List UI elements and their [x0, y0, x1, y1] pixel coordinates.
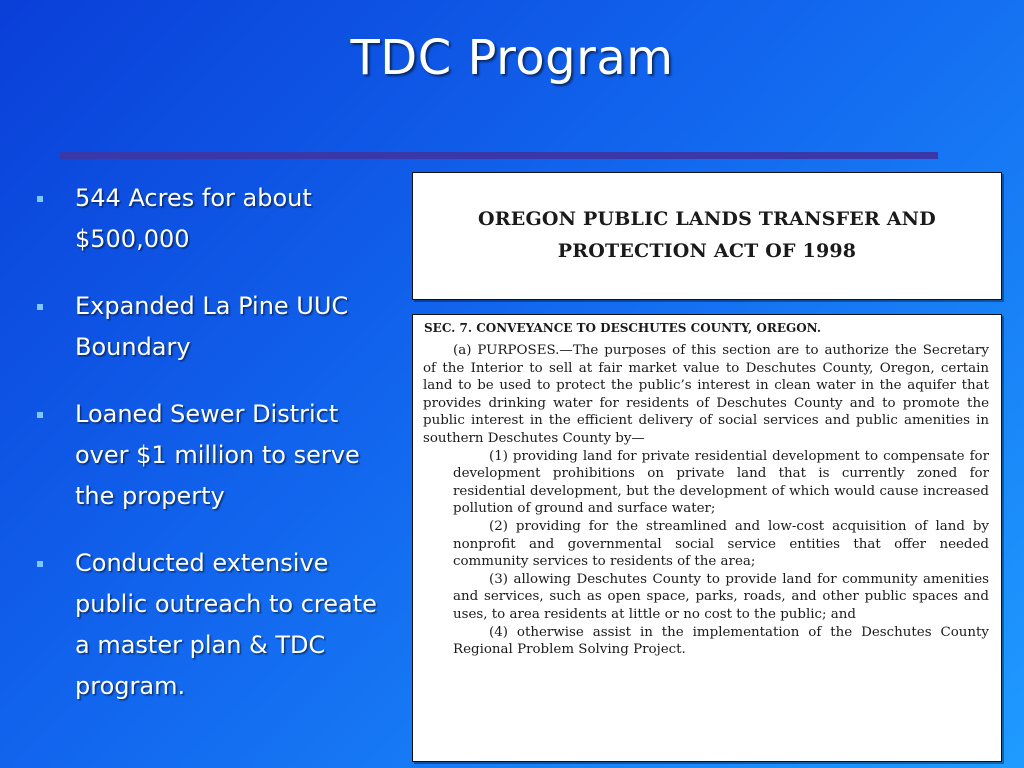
act-title-line-2: PROTECTION ACT OF 1998 — [557, 240, 857, 262]
bullet-text: Expanded La Pine UUC Boundary — [75, 292, 349, 361]
purpose-item: (3) allowing Deschutes County to provide land for community amenities and services, such as open space, parks, roads, and other public spaces and uses, to area residents at little or no cost to the public; and — [453, 571, 989, 622]
slide-title: TDC Program — [350, 30, 674, 86]
title-divider — [60, 152, 938, 159]
purpose-item: (4) otherwise assist in the implementation of the Deschutes County Regional Problem Solving Project. — [453, 624, 989, 658]
section-heading: SEC. 7. CONVEYANCE TO DESCHUTES COUNTY, OREGON. — [424, 321, 822, 335]
bullet-text: Conducted extensive public outreach to create a master plan & TDC program. — [75, 549, 377, 700]
purposes-paragraph: (a) PURPOSES.—The purposes of this section are to authorize the Secretary of the Interior to sell at fair market value to Deschutes County, Oregon, certain land to be used to protect the public’s interest in clean water in the aquifer that provides drinking water for residents of Deschutes County and to promote the public interest in the efficient delivery of social services and public amenities in southern Deschutes County by— — [423, 343, 989, 446]
bullet-text: 544 Acres for about $500,000 — [75, 184, 312, 253]
square-bullet-icon — [37, 561, 43, 567]
bullet-item — [34, 286, 384, 368]
act-title — [413, 203, 1001, 267]
act-title-line-1: OREGON PUBLIC LANDS TRANSFER AND — [478, 208, 936, 230]
square-bullet-icon — [37, 304, 43, 310]
section-body — [423, 342, 989, 659]
act-section-scan — [412, 314, 1002, 762]
bullet-item — [34, 178, 384, 260]
bullet-list — [34, 178, 384, 733]
purpose-item: (1) providing land for private residential development to compensate for development prohibitions on private land that is currently zoned for residential development, but the development of which would cause increased pollution of ground and surface water; — [453, 448, 989, 517]
square-bullet-icon — [37, 196, 43, 202]
purpose-item: (2) providing for the streamlined and low-cost acquisition of land by nonprofit and governmental social service entities that offer needed community services to residents of the area; — [453, 518, 989, 570]
bullet-item — [34, 543, 384, 707]
bullet-text: Loaned Sewer District over $1 million to serve the property — [75, 400, 360, 510]
bullet-item — [34, 394, 384, 517]
act-title-scan — [412, 172, 1002, 300]
square-bullet-icon — [37, 412, 43, 418]
